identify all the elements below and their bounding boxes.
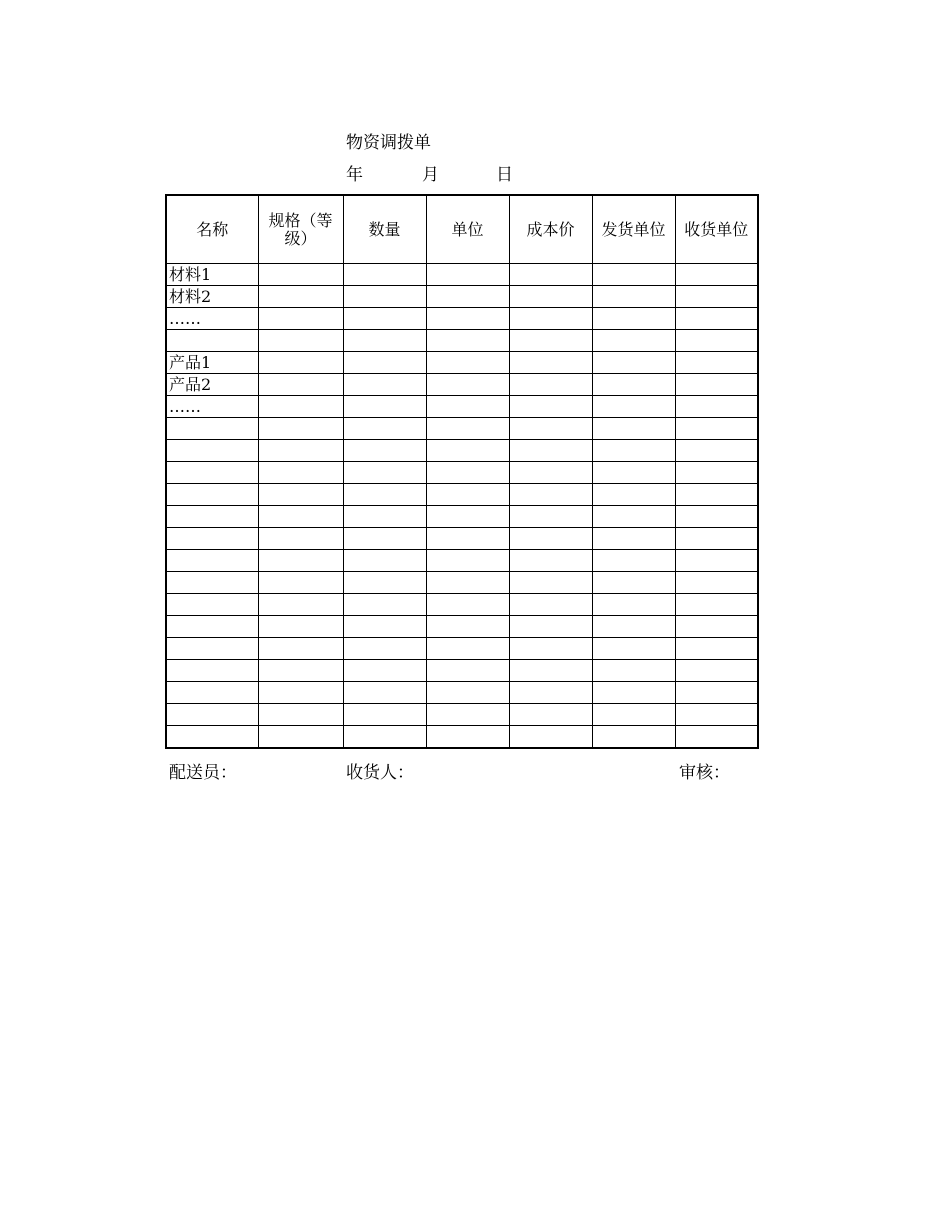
table-cell[interactable] [592,550,675,572]
table-cell[interactable] [258,572,343,594]
table-cell[interactable] [166,440,258,462]
table-cell[interactable] [675,374,758,396]
table-cell[interactable] [343,594,426,616]
table-row [166,462,758,484]
table-cell[interactable] [343,396,426,418]
table-cell[interactable] [426,506,509,528]
table-cell[interactable] [509,418,592,440]
table-cell[interactable] [166,330,258,352]
table-cell[interactable] [343,726,426,749]
transfer-table [165,194,759,749]
table-cell[interactable] [343,352,426,374]
table-cell[interactable] [343,550,426,572]
table-cell[interactable] [343,704,426,726]
table-cell[interactable] [675,264,758,286]
table-cell[interactable] [592,572,675,594]
table-header-row [166,195,758,264]
header-cost-price: 成本价 [509,195,592,264]
table-cell[interactable] [166,418,258,440]
table-cell[interactable] [426,572,509,594]
header-receiving-unit: 收货单位 [675,195,758,264]
table-cell[interactable] [426,286,509,308]
table-cell[interactable] [675,484,758,506]
table-cell[interactable] [426,638,509,660]
table-cell[interactable] [509,616,592,638]
table-cell[interactable] [509,286,592,308]
table-cell[interactable] [675,440,758,462]
table-cell[interactable] [592,330,675,352]
header-spec: 规格（等级） [258,195,343,264]
table-cell[interactable] [258,726,343,749]
table-cell[interactable] [509,264,592,286]
table-cell[interactable] [509,352,592,374]
table-cell[interactable] [592,682,675,704]
table-cell[interactable] [592,484,675,506]
table-cell[interactable] [675,660,758,682]
table-cell[interactable] [343,462,426,484]
table-cell[interactable] [343,264,426,286]
table-cell[interactable] [343,616,426,638]
table-cell[interactable] [675,330,758,352]
header-quantity: 数量 [343,195,426,264]
table-cell[interactable] [426,352,509,374]
table-cell[interactable] [509,440,592,462]
table-cell[interactable] [258,506,343,528]
table-cell[interactable] [426,616,509,638]
table-cell[interactable] [592,594,675,616]
table-cell[interactable] [509,462,592,484]
table-row [166,286,758,308]
table-row [166,726,758,749]
table-cell[interactable] [592,308,675,330]
table-cell[interactable] [426,682,509,704]
table-cell[interactable] [258,374,343,396]
table-cell[interactable] [258,462,343,484]
table-cell[interactable] [426,396,509,418]
table-cell[interactable] [166,484,258,506]
table-cell[interactable] [592,704,675,726]
table-cell[interactable] [509,550,592,572]
document-title: 物资调拨单 [346,133,431,153]
table-cell[interactable] [166,660,258,682]
table-row [166,594,758,616]
delivery-person-label: 配送员： [169,763,237,783]
header-shipping-unit: 发货单位 [592,195,675,264]
table-row [166,484,758,506]
table-row [166,572,758,594]
table-cell[interactable] [592,418,675,440]
table-row [166,330,758,352]
table-cell[interactable] [509,660,592,682]
table-cell[interactable] [426,330,509,352]
table-cell[interactable] [592,462,675,484]
table-cell[interactable] [509,704,592,726]
table-cell[interactable] [343,418,426,440]
table-row [166,704,758,726]
table-cell[interactable] [675,286,758,308]
table-cell[interactable] [258,418,343,440]
table-cell[interactable] [509,638,592,660]
table-cell[interactable] [592,638,675,660]
table-row [166,506,758,528]
table-cell[interactable] [675,616,758,638]
table-cell[interactable] [426,308,509,330]
table-cell[interactable] [592,440,675,462]
table-cell[interactable] [675,506,758,528]
table-cell[interactable] [343,572,426,594]
table-cell[interactable] [675,308,758,330]
table-row [166,264,758,286]
table-cell[interactable] [675,638,758,660]
header-unit: 单位 [426,195,509,264]
date-month-label: 月 [422,165,439,185]
table-cell[interactable] [592,396,675,418]
table-cell[interactable]: 材料2 [166,286,258,308]
table-row [166,682,758,704]
table-cell[interactable] [509,396,592,418]
table-cell[interactable] [258,286,343,308]
table-cell[interactable] [343,374,426,396]
table-cell[interactable] [258,484,343,506]
table-cell[interactable] [258,440,343,462]
table-row [166,374,758,396]
table-cell[interactable] [343,286,426,308]
table-cell[interactable] [592,616,675,638]
table-cell[interactable] [166,572,258,594]
table-cell[interactable] [426,704,509,726]
table-cell[interactable] [343,506,426,528]
table-cell[interactable] [166,704,258,726]
table-cell[interactable] [258,682,343,704]
table-cell[interactable] [509,594,592,616]
table-cell[interactable] [426,594,509,616]
table-cell[interactable] [509,374,592,396]
table-cell[interactable] [343,660,426,682]
table-row [166,660,758,682]
table-cell[interactable] [343,484,426,506]
table-cell[interactable] [426,264,509,286]
table-cell[interactable] [675,726,758,749]
table-cell[interactable] [166,682,258,704]
table-cell[interactable] [509,572,592,594]
table-cell[interactable] [426,440,509,462]
table-cell[interactable] [166,506,258,528]
table-cell[interactable] [258,638,343,660]
table-cell[interactable] [258,660,343,682]
table-cell[interactable] [675,396,758,418]
table-cell[interactable] [592,528,675,550]
table-cell[interactable] [509,308,592,330]
table-cell[interactable]: 产品1 [166,352,258,374]
table-cell[interactable] [258,352,343,374]
table-cell[interactable] [675,682,758,704]
table-row [166,616,758,638]
table-cell[interactable]: 材料1 [166,264,258,286]
table-cell[interactable] [258,594,343,616]
table-cell[interactable] [426,484,509,506]
table-row [166,418,758,440]
table-cell[interactable] [592,374,675,396]
table-cell[interactable] [166,462,258,484]
table-cell[interactable] [675,462,758,484]
table-cell[interactable] [675,572,758,594]
table-row [166,396,758,418]
table-cell[interactable] [343,638,426,660]
table-cell[interactable] [166,550,258,572]
table-cell[interactable] [509,506,592,528]
table-row [166,638,758,660]
table-cell[interactable] [509,682,592,704]
table-row [166,550,758,572]
table-cell[interactable] [592,352,675,374]
table-cell[interactable] [166,594,258,616]
table-cell[interactable] [258,528,343,550]
table-cell[interactable] [166,638,258,660]
table-cell[interactable] [258,396,343,418]
date-year-label: 年 [346,165,363,185]
table-cell[interactable]: 产品2 [166,374,258,396]
table-cell[interactable] [343,528,426,550]
table-cell[interactable] [426,660,509,682]
table-cell[interactable] [166,616,258,638]
reviewer-label: 审核： [679,763,730,783]
table-cell[interactable] [592,726,675,749]
date-day-label: 日 [496,165,513,185]
table-cell[interactable] [509,330,592,352]
table-cell[interactable] [426,528,509,550]
table-cell[interactable] [343,682,426,704]
table-cell[interactable]: …… [166,308,258,330]
table-cell[interactable] [675,528,758,550]
table-cell[interactable] [675,418,758,440]
table-cell[interactable] [675,352,758,374]
table-row [166,352,758,374]
table-cell[interactable] [509,484,592,506]
table-cell[interactable] [258,330,343,352]
table-cell[interactable] [426,462,509,484]
table-cell[interactable] [592,286,675,308]
receiver-label: 收货人： [346,763,414,783]
table-cell[interactable] [426,550,509,572]
table-cell[interactable] [426,374,509,396]
table-cell[interactable] [166,528,258,550]
table-body [166,264,758,749]
table-cell[interactable] [592,264,675,286]
table-cell[interactable] [675,550,758,572]
table-cell[interactable] [166,726,258,749]
table-cell[interactable] [592,660,675,682]
table-cell[interactable] [592,506,675,528]
table-cell[interactable] [258,550,343,572]
table-cell[interactable] [426,726,509,749]
table-row [166,528,758,550]
table-cell[interactable] [343,440,426,462]
table-cell[interactable] [258,308,343,330]
table-cell[interactable] [509,528,592,550]
table-cell[interactable]: …… [166,396,258,418]
table-cell[interactable] [343,330,426,352]
table-cell[interactable] [426,418,509,440]
header-name: 名称 [166,195,258,264]
table-cell[interactable] [675,704,758,726]
table-cell[interactable] [258,704,343,726]
table-cell[interactable] [675,594,758,616]
table-cell[interactable] [343,308,426,330]
table-cell[interactable] [258,616,343,638]
table-cell[interactable] [258,264,343,286]
table-row [166,308,758,330]
table-cell[interactable] [509,726,592,749]
table-row [166,440,758,462]
